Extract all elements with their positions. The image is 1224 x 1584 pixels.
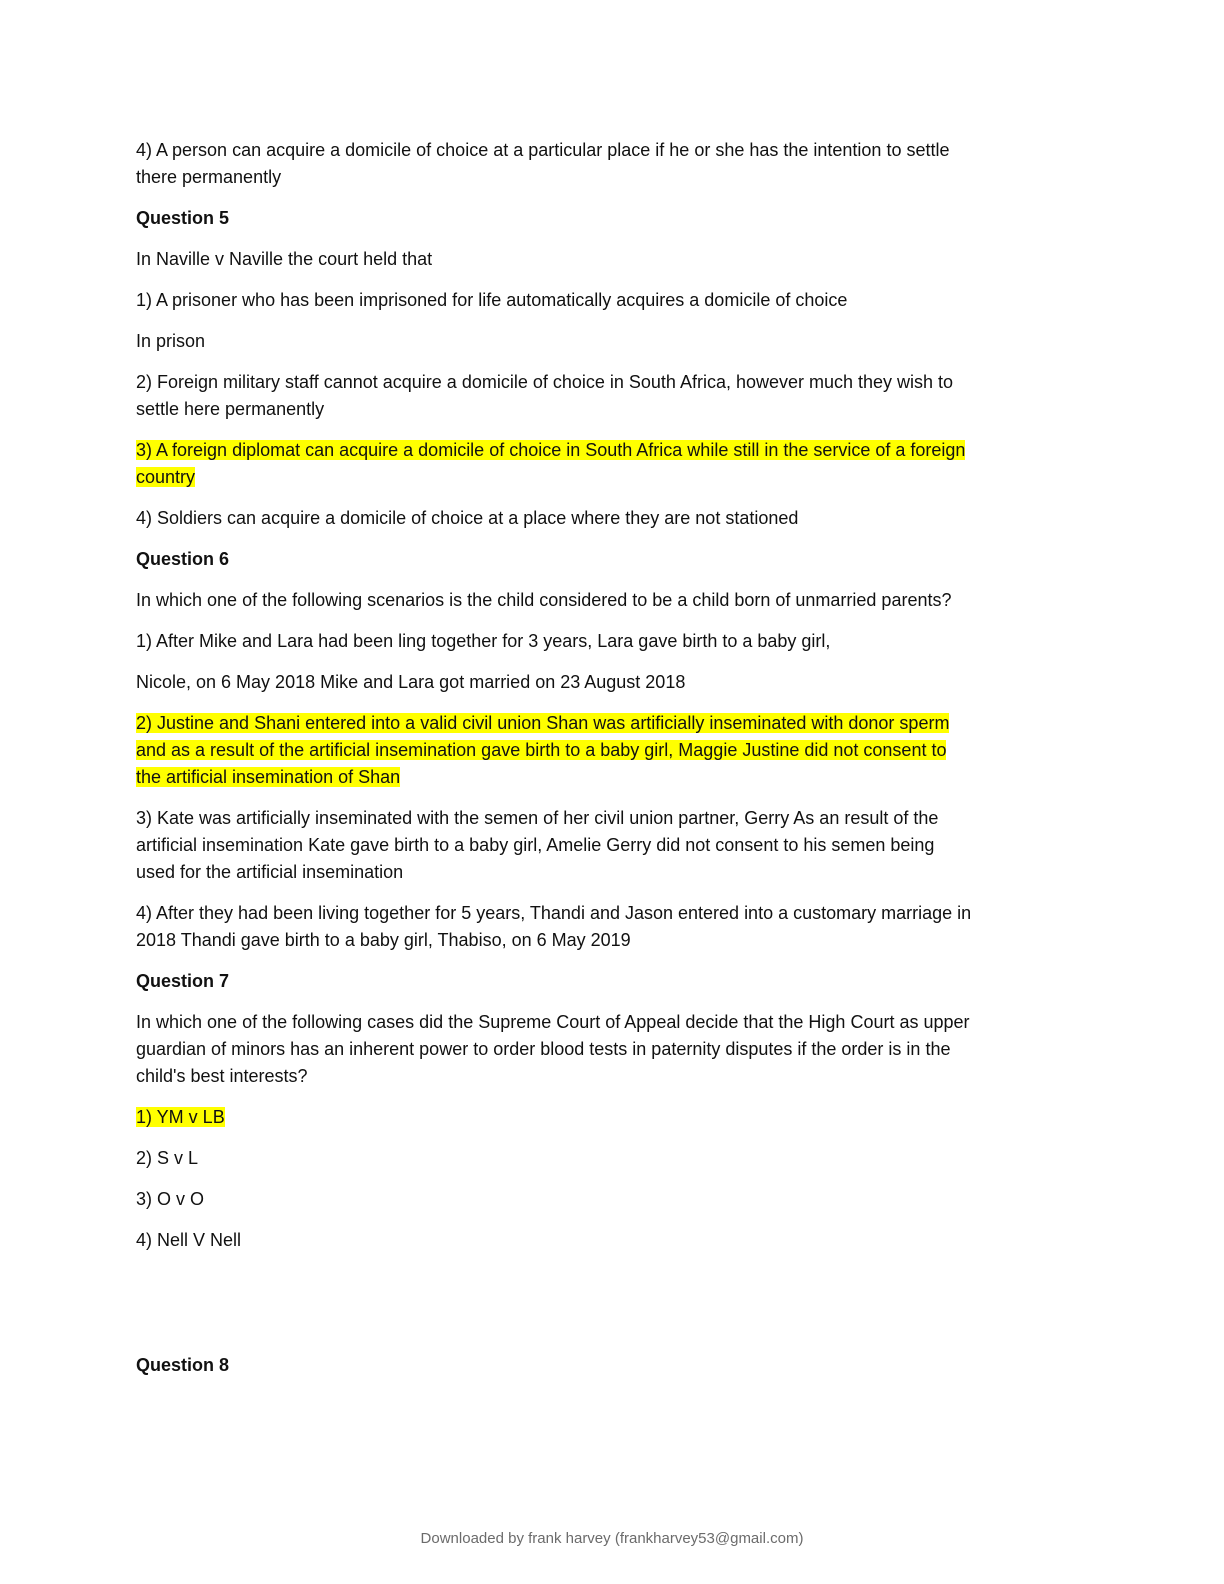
- question-8-heading: Question 8: [136, 1355, 230, 1375]
- question-5-option-1-continued: In prison: [136, 331, 206, 351]
- question-6-option-2: [136, 710, 976, 791]
- question-7-option-3: 3) O v O: [136, 1189, 205, 1209]
- question-6-option-1-continued: Nicole, on 6 May 2018 Mike and Lara got married on 23 August 2018: [136, 672, 686, 692]
- question-6-option-3: 3) Kate was artificially inseminated with the semen of her civil union partner, Gerry As an result of the artificial insemination Kate gave birth to a baby girl, Amelie Gerry did not consent to his semen being used for the artificial insemination: [136, 808, 939, 882]
- question-5-stem: In Naville v Naville the court held that: [136, 249, 433, 269]
- question-5-option-2: 2) Foreign military staff cannot acquire a domicile of choice in South Africa, however much they wish to settle here permanently: [136, 372, 954, 419]
- question-7-option-2: 2) S v L: [136, 1148, 199, 1168]
- question-6-heading: Question 6: [136, 549, 230, 569]
- document-page: [136, 137, 976, 1393]
- question-5-heading: Question 5: [136, 208, 230, 228]
- question-5-option-4: 4) Soldiers can acquire a domicile of choice at a place where they are not stationed: [136, 508, 799, 528]
- question-7-stem: In which one of the following cases did the Supreme Court of Appeal decide that the High Court as upper guardian of minors has an inherent power to order blood tests in paternity disputes if the order is in the child's best interests?: [136, 1012, 970, 1086]
- question-6-option-2-highlighted: 2) Justine and Shani entered into a valid civil union Shan was artificially inseminated with donor sperm and as a result of the artificial insemination gave birth to a baby girl, Maggie Justine did not consent to the artificial insemination of Shan: [136, 713, 950, 787]
- question-6-option-4: 4) After they had been living together for 5 years, Thandi and Jason entered into a customary marriage in 2018 Thandi gave birth to a baby girl, Thabiso, on 6 May 2019: [136, 903, 972, 950]
- question-5-option-3-highlighted: 3) A foreign diplomat can acquire a domicile of choice in South Africa while still in the service of a foreign country: [136, 440, 966, 487]
- question-6-stem: In which one of the following scenarios is the child considered to be a child born of unmarried parents?: [136, 590, 952, 610]
- question-7-option-4: 4) Nell V Nell: [136, 1230, 242, 1250]
- page-spacer: [136, 1268, 976, 1352]
- q4-option-4-text: 4) A person can acquire a domicile of choice at a particular place if he or she has the intention to settle there permanently: [136, 140, 950, 187]
- question-5-option-1: 1) A prisoner who has been imprisoned for life automatically acquires a domicile of choice: [136, 290, 848, 310]
- question-7-option-1-highlighted: 1) YM v LB: [136, 1107, 225, 1127]
- question-5-option-3: [136, 437, 976, 491]
- question-6-option-1: 1) After Mike and Lara had been ling together for 3 years, Lara gave birth to a baby girl,: [136, 631, 831, 651]
- question-7-heading: Question 7: [136, 971, 230, 991]
- download-footer: Downloaded by frank harvey (frankharvey53@gmail.com): [420, 1530, 804, 1547]
- question-7-option-1: [136, 1104, 976, 1131]
- q4-option-4: [136, 137, 976, 191]
